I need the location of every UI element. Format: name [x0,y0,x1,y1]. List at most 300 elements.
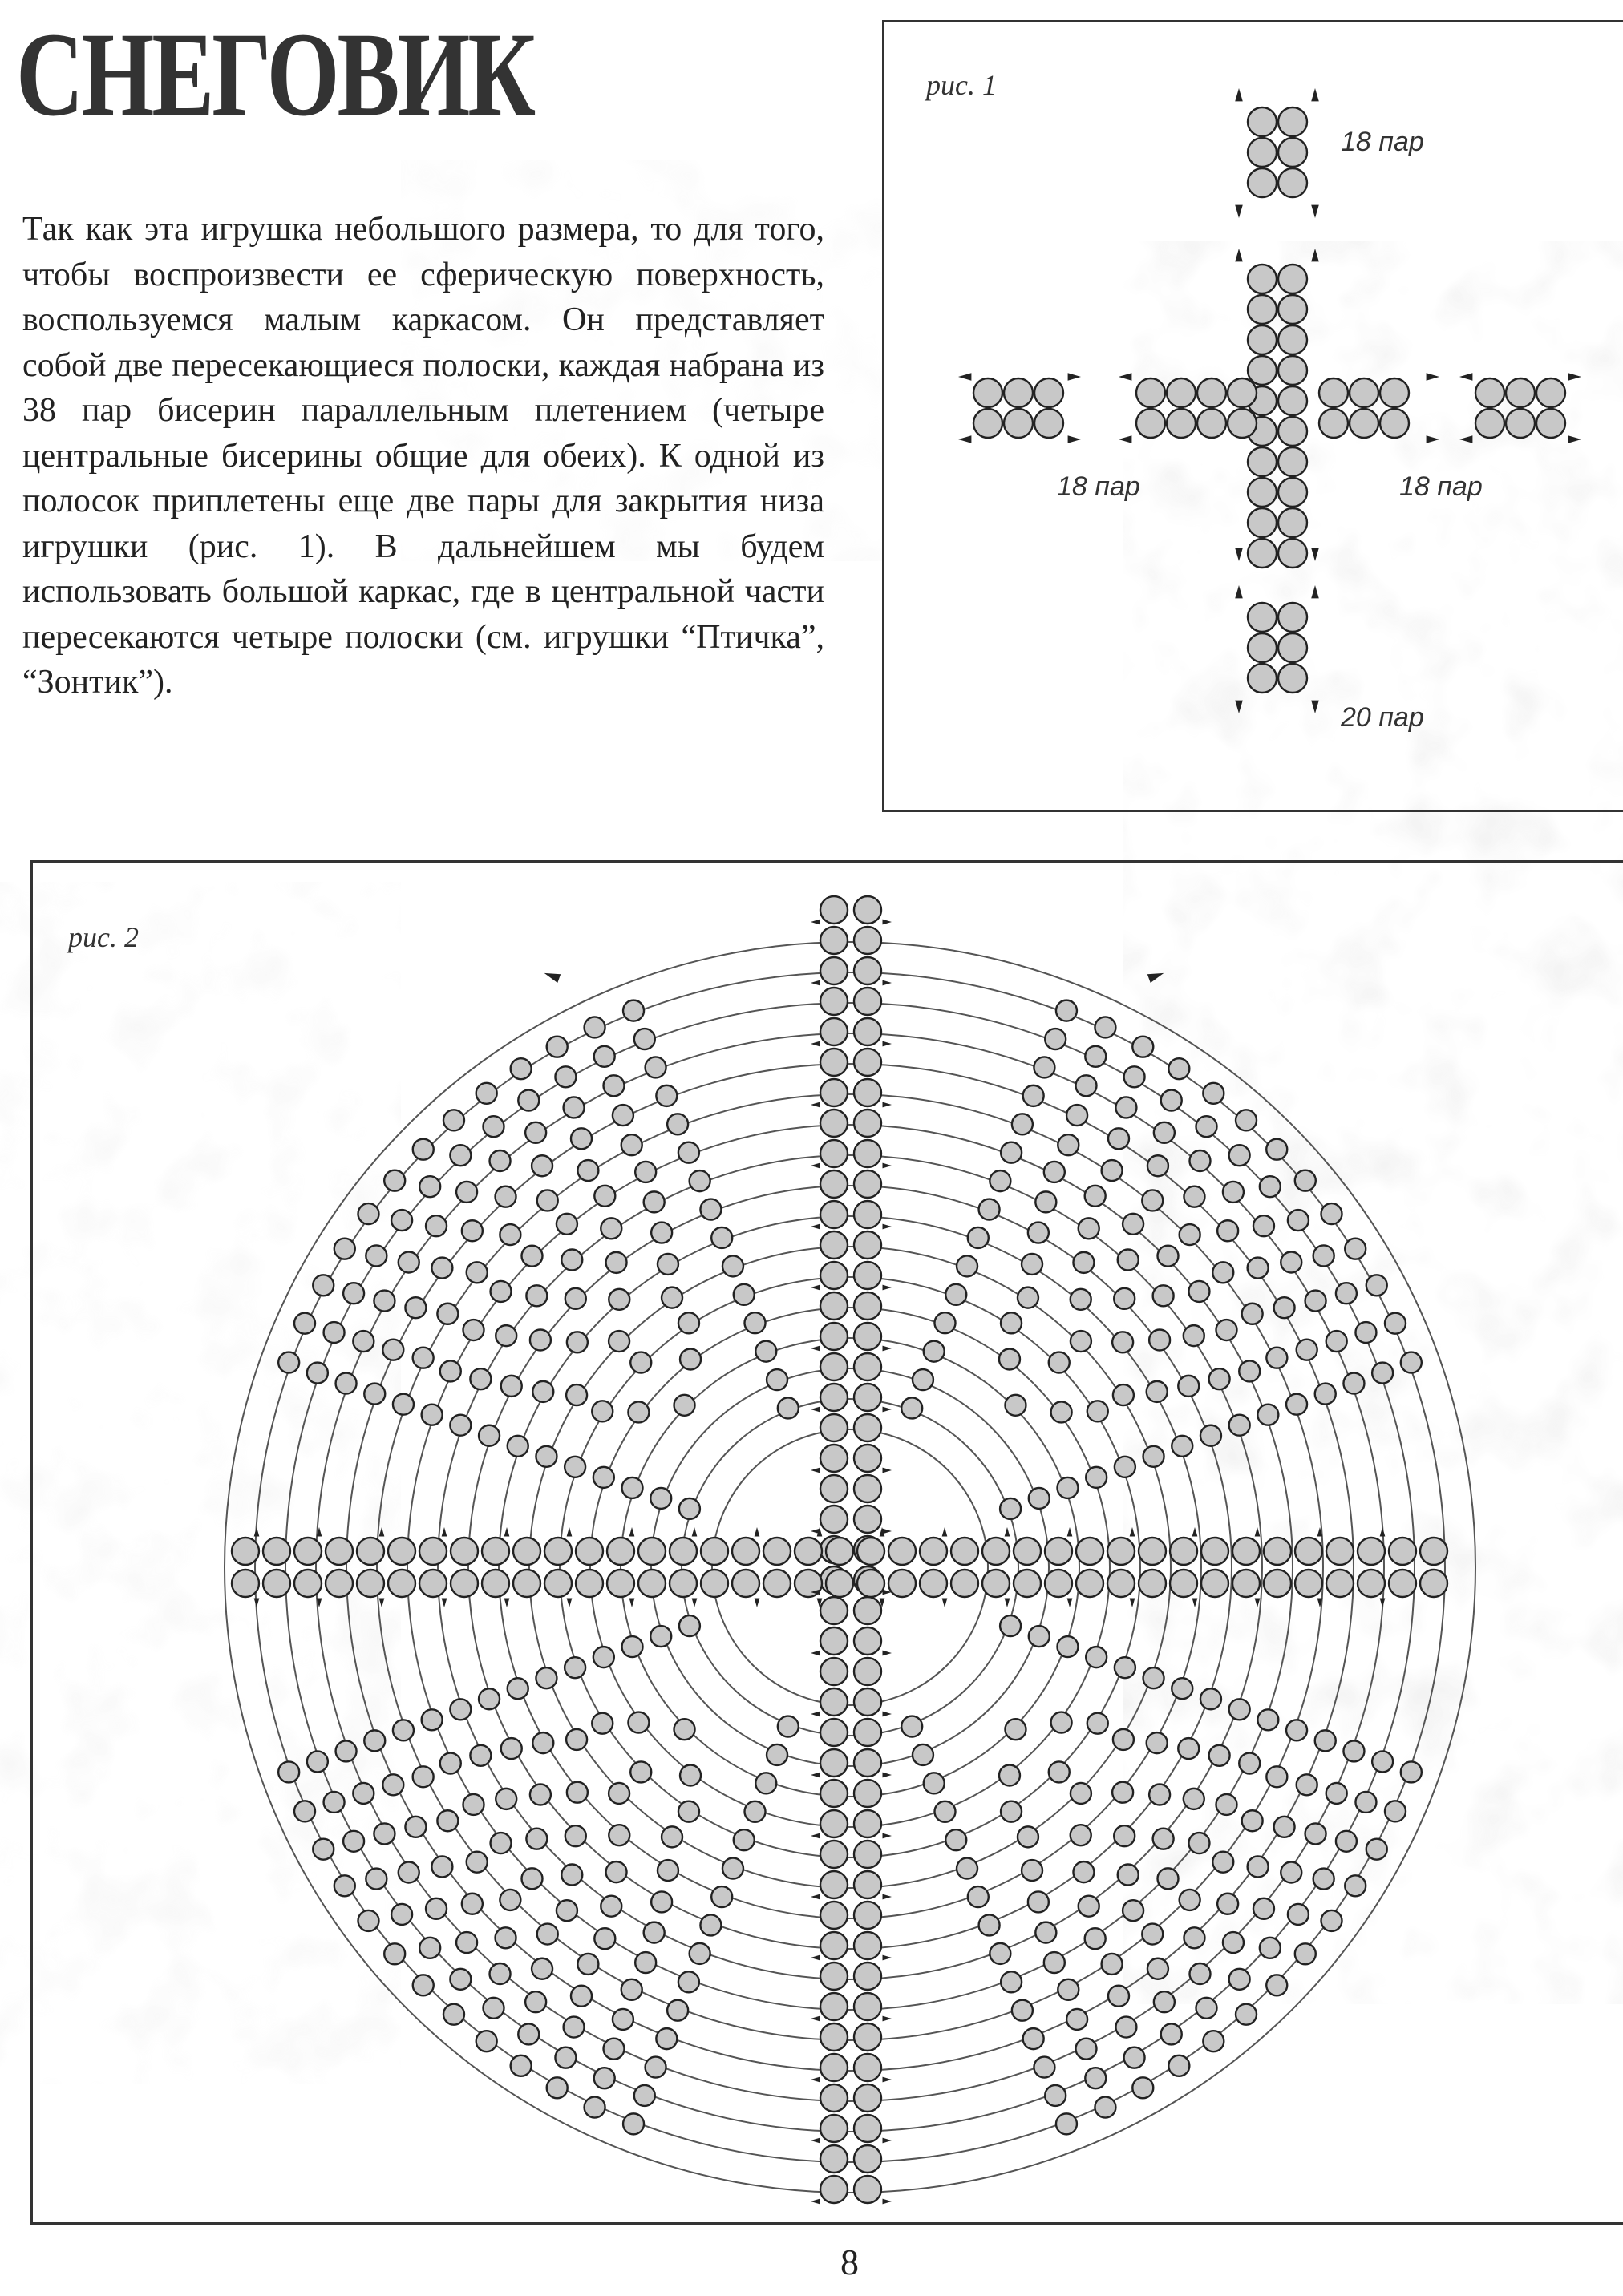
bead [555,1066,576,1087]
bead [854,2084,881,2112]
bead [1001,1971,1022,1992]
bead [1022,1860,1042,1881]
bead [1113,1384,1134,1405]
bead [374,1823,395,1844]
bead [358,1203,378,1224]
bead [1274,1817,1295,1837]
bead [1172,1436,1192,1457]
bead [1023,2028,1044,2049]
bead [701,1570,728,1597]
bead [1085,1928,1106,1949]
bead [1045,1029,1066,1049]
bead [451,1570,478,1597]
bead [854,1993,881,2020]
bead [1385,1313,1406,1334]
bead [1345,1239,1366,1259]
bead [1073,1861,1094,1882]
arrowhead [811,2077,820,2083]
bead [1420,1570,1447,1597]
bead [755,1341,776,1362]
bead [1118,1864,1139,1885]
bead [662,1287,682,1308]
bead [476,1083,497,1104]
bead [990,1943,1010,1964]
bead [419,1938,440,1958]
bead [594,2068,615,2088]
bead [854,1079,881,1106]
bead [1200,1688,1221,1709]
page-title: СНЕГОВИК [16,8,533,141]
bead [901,1397,922,1418]
bead [484,1116,504,1137]
bead [1184,1325,1204,1346]
bead [374,1291,395,1312]
bead [1115,1457,1135,1477]
bead [854,1963,881,1990]
bead [1143,1446,1164,1467]
bead [934,1312,955,1333]
arrowhead [1192,1527,1198,1536]
bead [450,1969,471,1990]
bead [1087,1401,1108,1421]
bead [607,1570,634,1597]
bead [854,896,881,924]
bead [1035,1191,1056,1212]
arrowhead [811,2138,820,2144]
arrowhead [811,1894,820,1900]
bead [307,1751,328,1772]
bead [294,1538,322,1565]
bead [1028,1891,1049,1912]
bead [1153,1285,1174,1306]
bead [1223,1182,1244,1203]
ring-line [225,942,1475,2193]
bead [820,1627,848,1655]
bead [1154,1122,1175,1143]
bead [635,1952,656,1973]
bead [609,1783,629,1804]
bead [1124,1066,1145,1087]
bead [722,1255,743,1276]
arrowhead [811,2199,820,2205]
arrowhead [883,1651,892,1656]
figure-1-label-left: 18 пар [1057,471,1140,502]
bead [601,1218,621,1239]
bead [437,1810,458,1831]
bead [232,1538,259,1565]
bead [826,1570,853,1597]
bead [609,1289,629,1310]
bead [722,1858,743,1879]
bead [634,1029,655,1049]
bead [1158,1246,1179,1267]
bead [566,1384,587,1405]
bead [755,1773,776,1793]
bead [571,1986,592,2007]
bead [1170,1538,1197,1565]
bead [820,927,848,954]
ring-line [346,1064,1354,2071]
arrowhead [883,1773,892,1778]
bead [1172,1678,1192,1699]
bead [357,1538,384,1565]
bead [1305,1823,1326,1844]
arrowhead [883,2077,892,2083]
bead [440,1360,461,1381]
bead [1189,1963,1210,1984]
arrowhead [1255,1527,1261,1536]
bead [854,1384,881,1411]
bead [518,1090,539,1111]
bead [1154,1991,1175,2012]
arrowhead [883,1407,892,1413]
bead [920,1538,947,1565]
bead [638,1570,666,1597]
bead [634,2085,655,2106]
bead [701,1538,728,1565]
arrowhead [883,1224,892,1230]
arrowhead [811,2016,820,2022]
bead [820,1871,848,1898]
bead [635,1162,656,1182]
bead [854,2176,881,2203]
bead [1178,1738,1199,1759]
figure-2-caption: рис. 2 [68,921,139,953]
bead [462,1894,483,1914]
bead [1295,1538,1322,1565]
bead [1012,2000,1033,2021]
bead [334,1875,355,1896]
bead [951,1570,978,1597]
bead [463,1320,484,1340]
bead [440,1753,461,1774]
bead [650,1626,671,1647]
bead [357,1570,384,1597]
arrowhead [1380,1527,1386,1536]
bead [565,1825,586,1846]
bead [384,1170,405,1191]
bead [343,1831,364,1852]
bead [1297,1774,1317,1795]
bead [1107,1538,1135,1565]
bead [1079,1218,1099,1239]
bead [732,1570,759,1597]
bead [511,1058,532,1079]
bead [1336,1283,1357,1304]
bead [1034,1057,1054,1077]
bead [1142,1924,1163,1945]
arrowhead [811,1163,820,1169]
bead [1139,1538,1166,1565]
bead [628,1401,649,1422]
bead [1023,1085,1044,1106]
bead [1153,1829,1174,1849]
arrowhead [504,1599,510,1607]
bead [1232,1538,1260,1565]
bead [1286,1394,1307,1415]
arrowhead [883,920,892,925]
bead [820,1841,848,1868]
bead [1257,1405,1278,1425]
bead [450,1145,471,1166]
bead [745,1801,766,1822]
bead [934,1801,955,1822]
bead [857,1538,884,1565]
bead [555,2047,576,2068]
bead [622,1477,643,1498]
bead [470,1745,491,1766]
bead [732,1538,759,1565]
ring-line [712,1429,988,1705]
bead [565,1288,586,1309]
bead [391,1904,412,1925]
bead [1203,2031,1224,2051]
bead [592,1401,613,1421]
bead [820,1384,848,1411]
bead [564,1097,585,1118]
bead [594,1186,615,1207]
bead [443,2004,464,2025]
bead [561,1864,582,1885]
bead [537,1924,558,1945]
bead [678,1142,699,1163]
bead [1315,1730,1336,1751]
bead [1326,1570,1354,1597]
bead [968,1227,989,1248]
figure-1-caption: рис. 1 [926,69,997,101]
bead [366,1869,387,1890]
bead [1401,1352,1422,1373]
bead [1149,1330,1170,1351]
bead [294,1570,322,1597]
bead [820,1262,848,1289]
bead [1044,1952,1065,1973]
arrowhead [883,1894,892,1900]
bead [1112,1332,1133,1352]
bead [945,1284,966,1305]
bead [405,1817,426,1837]
arrowhead [1005,1599,1010,1607]
bead [1216,1794,1236,1815]
bead [679,1498,700,1519]
bead [854,1170,881,1198]
bead [1212,1852,1233,1873]
bead [1326,1331,1347,1352]
bead [854,1201,881,1228]
bead [313,1839,334,1860]
bead [324,1792,345,1813]
bead [294,1801,315,1821]
bead [405,1297,426,1318]
bead [1343,1373,1364,1394]
bead [1066,2009,1087,2030]
bead [630,1352,651,1373]
bead [1315,1384,1336,1405]
bead [1058,1979,1079,2000]
bead [854,2115,881,2142]
bead [957,1255,977,1276]
bead [857,1570,884,1597]
bead [1075,2039,1096,2060]
bead [979,1199,1000,1220]
bead [667,1114,688,1134]
bead [913,1369,933,1390]
bead [1001,1142,1022,1163]
bead [1216,1320,1236,1340]
bead [1112,1782,1133,1803]
bead [678,1312,699,1333]
bead [1326,1538,1354,1565]
bead [820,2023,848,2051]
bead [413,1975,434,1995]
bead [1200,1425,1221,1446]
bead [422,1709,443,1730]
arrowhead [254,1599,260,1607]
bead [294,1313,315,1334]
bead [1161,2023,1182,2044]
bead [651,1223,672,1243]
bead [820,1292,848,1320]
arrowhead [567,1527,573,1536]
bead [1076,1570,1103,1597]
bead [1085,1186,1106,1207]
bead [530,1330,551,1351]
bead [820,2084,848,2112]
bead [1115,1657,1135,1678]
bead [500,1224,520,1245]
bead [820,1170,848,1198]
bead [854,1140,881,1167]
bead [1056,2113,1077,2134]
bead [491,1281,512,1302]
bead [557,1214,577,1235]
bead [1229,1699,1250,1720]
bead [1001,1312,1022,1333]
bead [920,1570,947,1597]
bead [1049,1352,1070,1373]
bead [638,1538,666,1565]
bead [656,2028,677,2049]
bead [1108,1986,1129,2007]
bead [656,1085,677,1106]
bead [450,1415,471,1436]
bead [778,1397,799,1418]
bead [678,1971,699,1992]
bead [561,1250,582,1271]
bead [1321,1203,1342,1224]
arrowhead [1380,1599,1386,1607]
arrowhead [1005,1527,1010,1536]
bead [501,1376,522,1397]
bead [763,1538,791,1565]
bead [854,927,881,954]
bead [1189,1150,1210,1171]
arrowhead [811,1102,820,1108]
arrowhead [379,1599,385,1607]
bead [1045,2085,1066,2106]
bead [1260,1938,1281,1958]
bead [854,2054,881,2081]
bead [820,1231,848,1259]
figure-1-label-top: 18 пар [1341,127,1424,157]
arrowhead [379,1527,385,1536]
bead [353,1783,374,1804]
bead [1178,1376,1199,1397]
bead [854,1353,881,1380]
arrowhead [811,1041,820,1047]
bead [393,1720,414,1740]
bead [1139,1570,1166,1597]
bead [820,1323,848,1350]
bead [324,1322,345,1343]
bead [566,1729,587,1750]
bead [854,1871,881,1898]
bead [1264,1538,1291,1565]
bead [513,1570,540,1597]
bead [479,1425,500,1446]
bead [1253,1898,1274,1919]
arrowhead [883,2199,892,2205]
bead [431,1258,452,1279]
bead [854,1688,881,1716]
bead [820,2145,848,2173]
bead [1266,1348,1287,1368]
bead [1115,2017,1136,2038]
bead [467,1852,488,1873]
bead [585,1017,605,1037]
bead [795,1538,822,1565]
bead [1209,1745,1230,1766]
bead [820,1475,848,1502]
bead [1201,1570,1228,1597]
bead [854,957,881,984]
bead [1005,1395,1026,1416]
bead [820,1079,848,1106]
bead [1201,1538,1228,1565]
bead [1196,1998,1216,2019]
bead [1108,1128,1129,1149]
bead [593,1647,614,1667]
arrowhead [811,1346,820,1352]
bead [496,1789,516,1809]
bead [820,1049,848,1076]
arrowhead [567,1599,573,1607]
bead [518,2023,539,2044]
bead [1085,1046,1106,1067]
bead [1168,2055,1189,2076]
bead [1071,1331,1091,1352]
bead [1401,1761,1422,1782]
arrowhead [883,1833,892,1839]
bead [1045,1570,1072,1597]
arrowhead [1192,1599,1198,1607]
bead [924,1773,945,1793]
bead [623,2113,644,2134]
bead [547,2077,568,2098]
bead [1161,1090,1182,1111]
bead [1168,1058,1189,1079]
bead [336,1740,357,1761]
bead [854,1110,881,1137]
bead [854,1749,881,1777]
bead [565,1457,585,1477]
bead [336,1373,357,1394]
bead [544,1538,572,1565]
bead [419,1538,447,1565]
bead [1345,1875,1366,1896]
bead [1297,1340,1317,1360]
bead [1000,1615,1021,1636]
